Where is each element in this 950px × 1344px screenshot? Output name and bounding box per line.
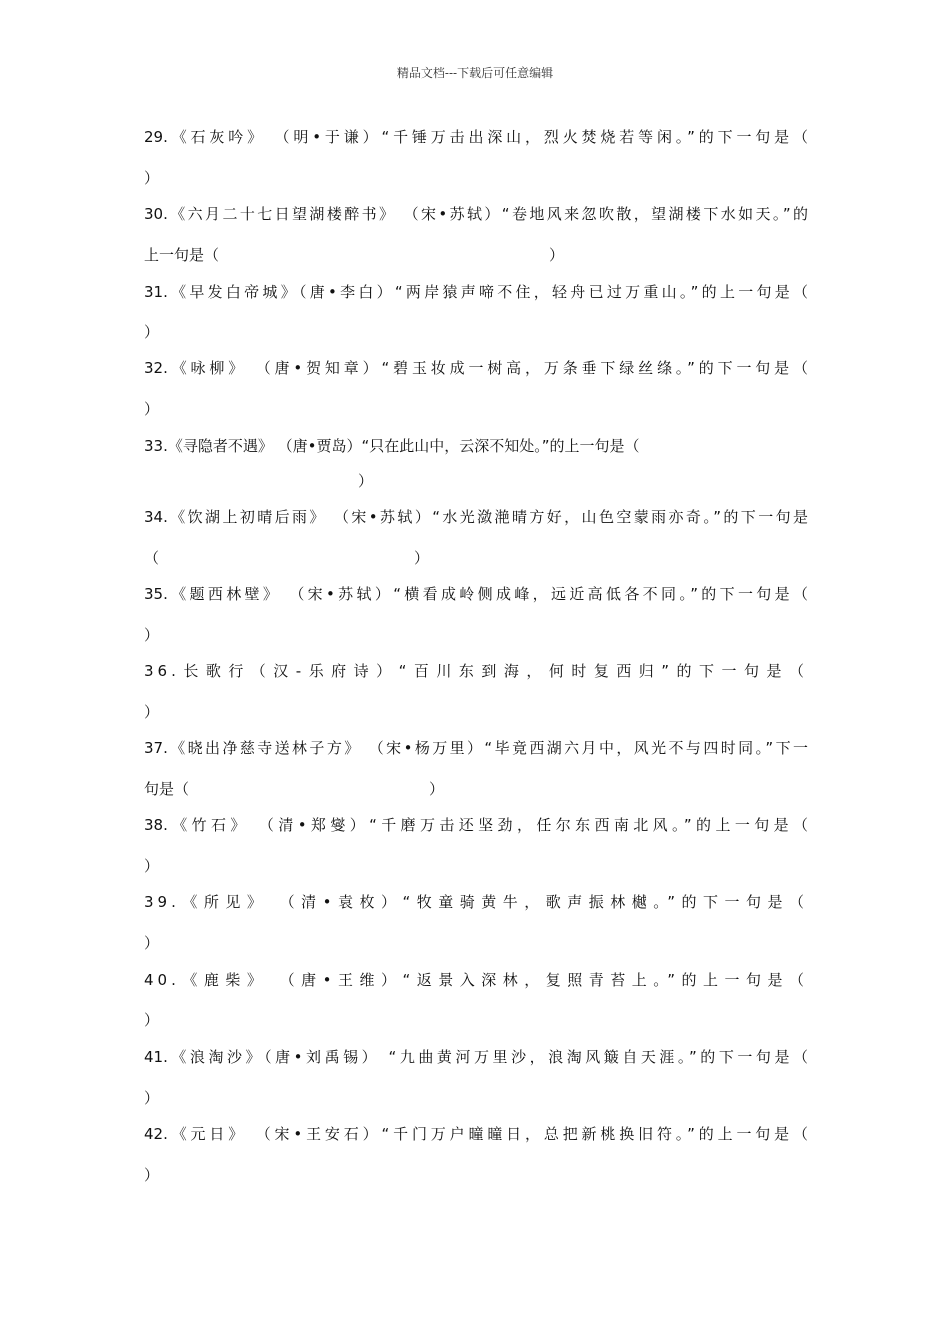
question-33: 33.《寻隐者不遇》 （唐•贾岛）“只在此山中，云深不知处。”的上一句是（	[144, 437, 640, 455]
question-30: 30.《六月二十七日望湖楼醉书》 （宋•苏轼）“卷地风来忽吹散，望湖楼下水如天。”的	[144, 205, 808, 223]
answer-blank-40: ）	[144, 1011, 160, 1029]
answer-blank-41: ）	[144, 1089, 160, 1107]
answer-blank-37: 句是（ ）	[144, 780, 445, 798]
page-header: 精品文档---下载后可任意编辑	[396, 66, 554, 80]
answer-blank-32: ）	[144, 400, 160, 418]
answer-blank-29: ）	[144, 169, 160, 187]
question-36: 36.长歌行（汉-乐府诗）“百川东到海，何时复西归”的下一句是（	[144, 662, 808, 680]
answer-blank-31: ）	[144, 323, 160, 341]
question-38: 38.《竹石》 （清•郑燮）“千磨万击还坚劲，任尔东西南北风。”的上一句是（	[144, 816, 808, 834]
answer-blank-30: 上一句是（ ）	[144, 246, 565, 264]
answer-blank-34: （ ）	[144, 549, 430, 567]
question-31: 31.《早发白帝城》（唐•李白）“两岸猿声啼不住，轻舟已过万重山。”的上一句是（	[144, 283, 808, 301]
question-37: 37.《晓出净慈寺送林子方》 （宋•杨万里）“毕竟西湖六月中，风光不与四时同。”下一	[144, 739, 808, 757]
answer-blank-35: ）	[144, 626, 160, 644]
question-42: 42.《元日》 （宋•王安石）“千门万户曈曈日，总把新桃换旧符。”的上一句是（	[144, 1125, 808, 1143]
question-41: 41.《浪淘沙》（唐•刘禹锡） “九曲黄河万里沙，浪淘风簸自天涯。”的下一句是（	[144, 1048, 808, 1066]
answer-blank-38: ）	[144, 857, 160, 875]
answer-blank-39: ）	[144, 934, 160, 952]
question-32: 32.《咏柳》 （唐•贺知章）“碧玉妆成一树高，万条垂下绿丝绦。”的下一句是（	[144, 359, 808, 377]
question-29: 29.《石灰吟》 （明•于谦）“千锤万击出深山，烈火焚烧若等闲。”的下一句是（	[144, 128, 808, 146]
question-34: 34.《饮湖上初晴后雨》 （宋•苏轼）“水光潋滟晴方好，山色空蒙雨亦奇。”的下一句是	[144, 508, 808, 526]
question-40: 40.《鹿柴》 （唐•王维）“返景入深林，复照青苔上。”的上一句是（	[144, 971, 808, 989]
answer-blank-42: ）	[144, 1166, 160, 1184]
question-35: 35.《题西林壁》 （宋•苏轼）“横看成岭侧成峰，远近高低各不同。”的下一句是（	[144, 585, 808, 603]
answer-blank-36: ）	[144, 703, 160, 721]
answer-blank-33: ）	[358, 472, 374, 490]
question-39: 39.《所见》 （清•袁枚）“牧童骑黄牛，歌声振林樾。”的下一句是（	[144, 893, 808, 911]
